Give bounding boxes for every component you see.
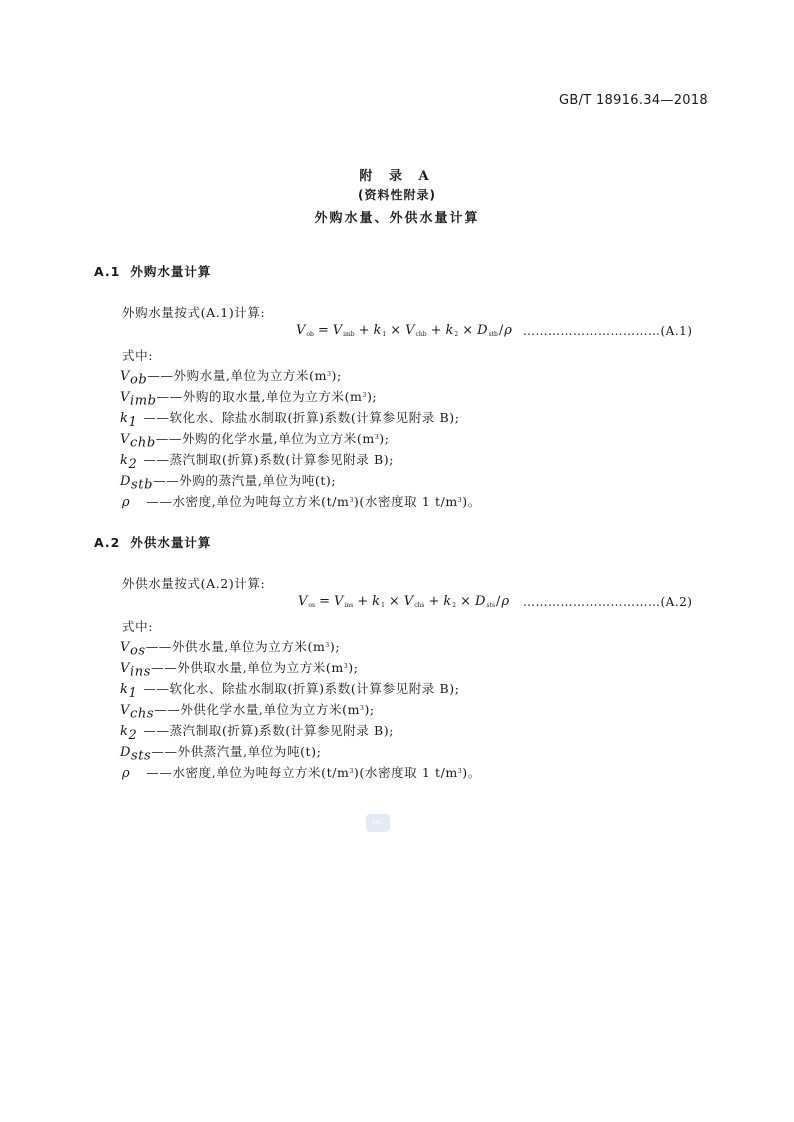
appendix-label: 附 录 A [359,169,435,184]
definition-item: ρ ——水密度,单位为吨每立方米$(t/m^3)$(水密度取 1 $t/m^3$)。 [122,494,481,510]
standard-code: GB/T 18916.34—2018 [559,93,708,108]
section-title: 外供水量计算 [130,535,212,550]
definition-item: $V_{chb}——$外购的化学水量,单位为立方米$(m^3)$; [120,431,390,451]
definition-item: ρ ——水密度,单位为吨每立方米$(t/m^3)$(水密度取 1 $t/m^3$)。 [122,765,481,781]
definition-item: $V_{os}——$外供水量,单位为立方米$(m^3)$; [120,639,341,659]
section-a2-heading [94,533,211,551]
where-label: 式中: [122,619,154,634]
definition-item: $V_{ins}——$外供取水量,单位为立方米$(m^3)$; [120,660,359,680]
definition-item: $V_{imb}——$外购的取水量,单位为立方米$(m^3)$; [120,389,378,409]
formula-a1: $V_{ob} = V_{imb} + k_1 \times V_{chb} + k_2 \times D_{stb}/\rho$ [296,323,512,338]
equation-number: ……………………………(A.2) [523,595,693,609]
definition-item: $k_1$ ——软化水、除盐水制取(折算)系数(计算参见附录 B); [120,410,460,430]
equation-number: ……………………………(A.1) [523,324,693,338]
where-label: 式中: [122,348,154,363]
definition-item: $V_{chs}——$外供化学水量,单位为立方米$(m^3)$; [120,702,375,722]
formula-a2: $V_{os} = V_{ins} + k_1 \times V_{chs} + k_2 \times D_{sts}/\rho$ [298,594,510,609]
watermark-logo: SAC [366,814,390,832]
section-a1-heading [94,262,211,280]
formula-intro: 外购水量按式(A.1)计算: [122,305,266,320]
definition-item: $D_{sts}——$外供蒸汽量,单位为吨(t); [120,744,322,764]
section-number: A.1 [94,264,121,279]
definition-item: $k_2$ ——蒸汽制取(折算)系数(计算参见附录 B); [120,452,395,472]
definition-item: $D_{stb}——$外购的蒸汽量,单位为吨(t); [120,473,337,493]
section-title: 外购水量计算 [130,264,212,279]
section-number: A.2 [94,535,121,550]
appendix-title: 外购水量、外供水量计算 [314,211,480,226]
definition-item: $V_{ob}——$外购水量,单位为立方米$(m^3)$; [120,368,342,388]
definition-item: $k_1$ ——软化水、除盐水制取(折算)系数(计算参见附录 B); [120,681,460,701]
appendix-type: (资料性附录) [358,188,436,202]
definition-item: $k_2$ ——蒸汽制取(折算)系数(计算参见附录 B); [120,723,395,743]
formula-intro: 外供水量按式(A.2)计算: [122,576,266,591]
